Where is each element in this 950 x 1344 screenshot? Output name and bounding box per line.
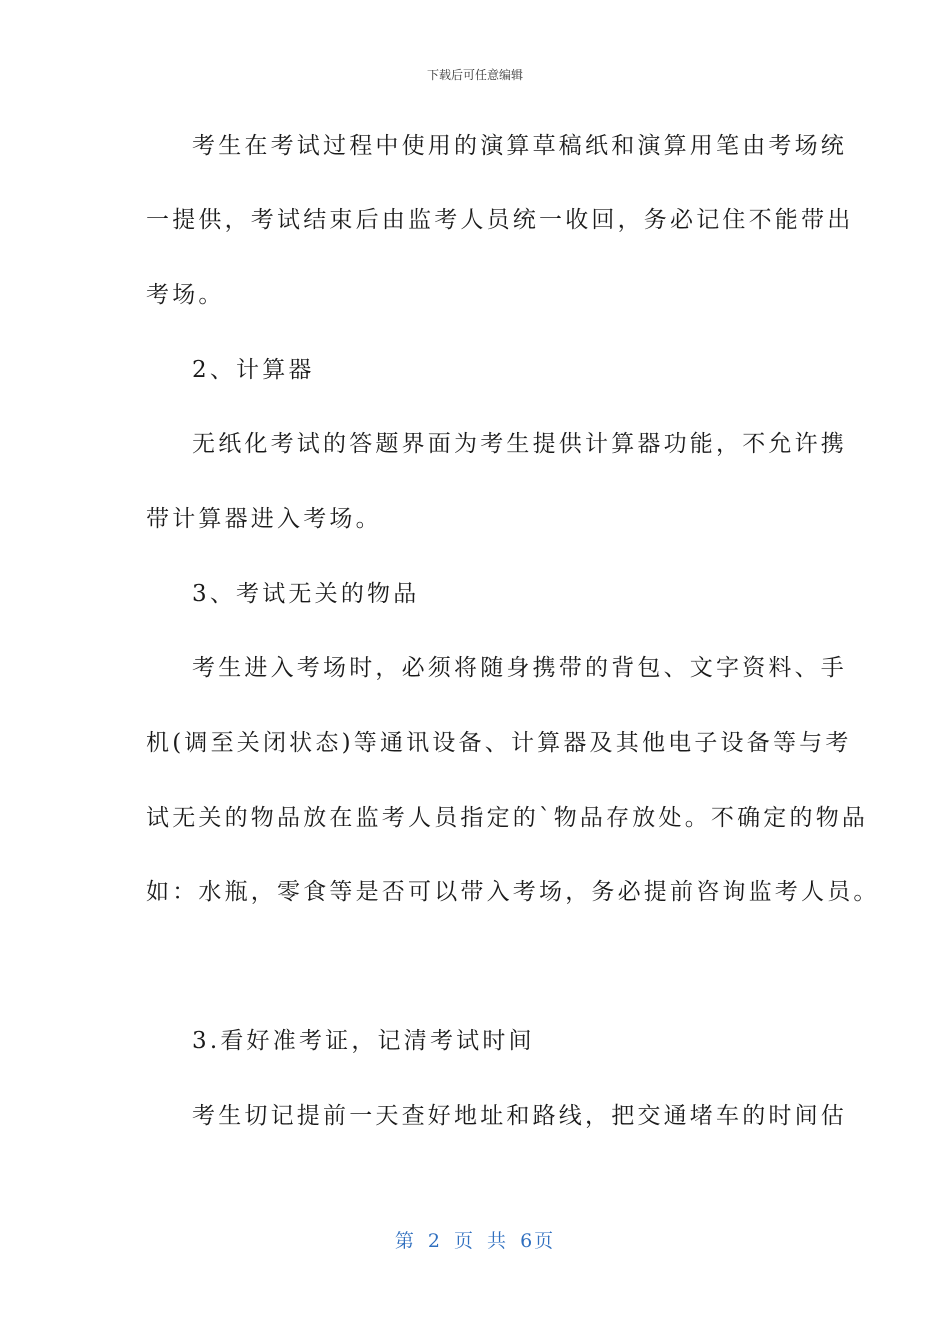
paragraph-line: 考生进入考场时，必须将随身携带的背包、文字资料、手 (192, 655, 847, 681)
page-header: 下载后可任意编辑 (426, 68, 523, 82)
paragraph-line: 考场。 (146, 282, 225, 308)
section-heading: 3、考试无关的物品 (192, 581, 420, 607)
paragraph-line: 带计算器进入考场。 (146, 506, 382, 532)
paragraph-line: 考生切记提前一天查好地址和路线，把交通堵车的时间估 (192, 1103, 847, 1129)
paragraph-line: 如：水瓶，零食等是否可以带入考场，务必提前咨询监考人员。 (146, 879, 880, 905)
paragraph-line: 无纸化考试的答题界面为考生提供计算器功能，不允许携 (192, 431, 847, 457)
section-heading: 2、计算器 (192, 357, 315, 383)
paragraph-line: 一提供，考试结束后由监考人员统一收回，务必记住不能带出 (146, 207, 854, 233)
paragraph-line: 考生在考试过程中使用的演算草稿纸和演算用笔由考场统 (192, 133, 847, 159)
page-footer: 第 2 页 共 6页 (394, 1230, 556, 1252)
paragraph-line: 试无关的物品放在监考人员指定的`物品存放处。不确定的物品 (146, 805, 869, 831)
paragraph-line: 机(调至关闭状态)等通讯设备、计算器及其他电子设备等与考 (146, 730, 852, 756)
section-heading: 3.看好准考证，记清考试时间 (192, 1028, 535, 1054)
